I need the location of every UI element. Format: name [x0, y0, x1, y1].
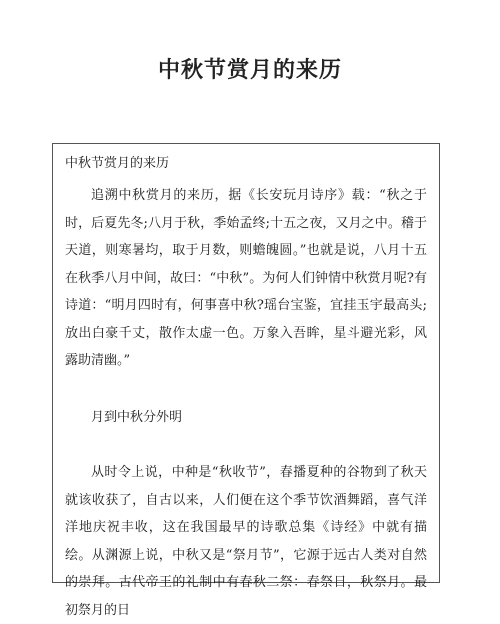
article-heading: 中秋节赏月的来历	[65, 156, 170, 171]
article-subheading: 月到中秋分外明	[91, 409, 183, 425]
page-title: 中秋节赏月的来历	[157, 56, 342, 83]
article-box	[52, 143, 440, 618]
article-paragraph-1: 追溯中秋赏月的来历，据《长安玩月诗序》载：“秋之于时，后夏先冬;八月于秋，季始孟终;十五之夜，又月之中。稽于天道，则寒暑均，取于月数，则蟾魄圆。”也就是说，八月十五在秋季八月中间，故曰：“中秋”。为何人们钟情中秋赏月呢?有诗道：“明月四时有，何事喜中秋?瑶台宝鉴，宜挂玉宇最高头;放出白豪千丈，散作太虚一色。万象入吾眸，星斗避光彩，风露助清幽。”	[65, 188, 427, 368]
article-paragraph-2: 从时令上说，中种是“秋收节”，春播夏种的谷物到了秋天就该收获了，自古以来，人们便在这个季节饮酒舞蹈，喜气洋洋地庆祝丰收，这在我国最早的诗歌总集《诗经》中就有描绘。从渊源上说，中秋又是“祭月节”，它源于远古人类对自然的崇拜。古代帝王的礼制中有春秋二祭：春祭日，秋祭月。最初祭月的日	[65, 465, 427, 618]
